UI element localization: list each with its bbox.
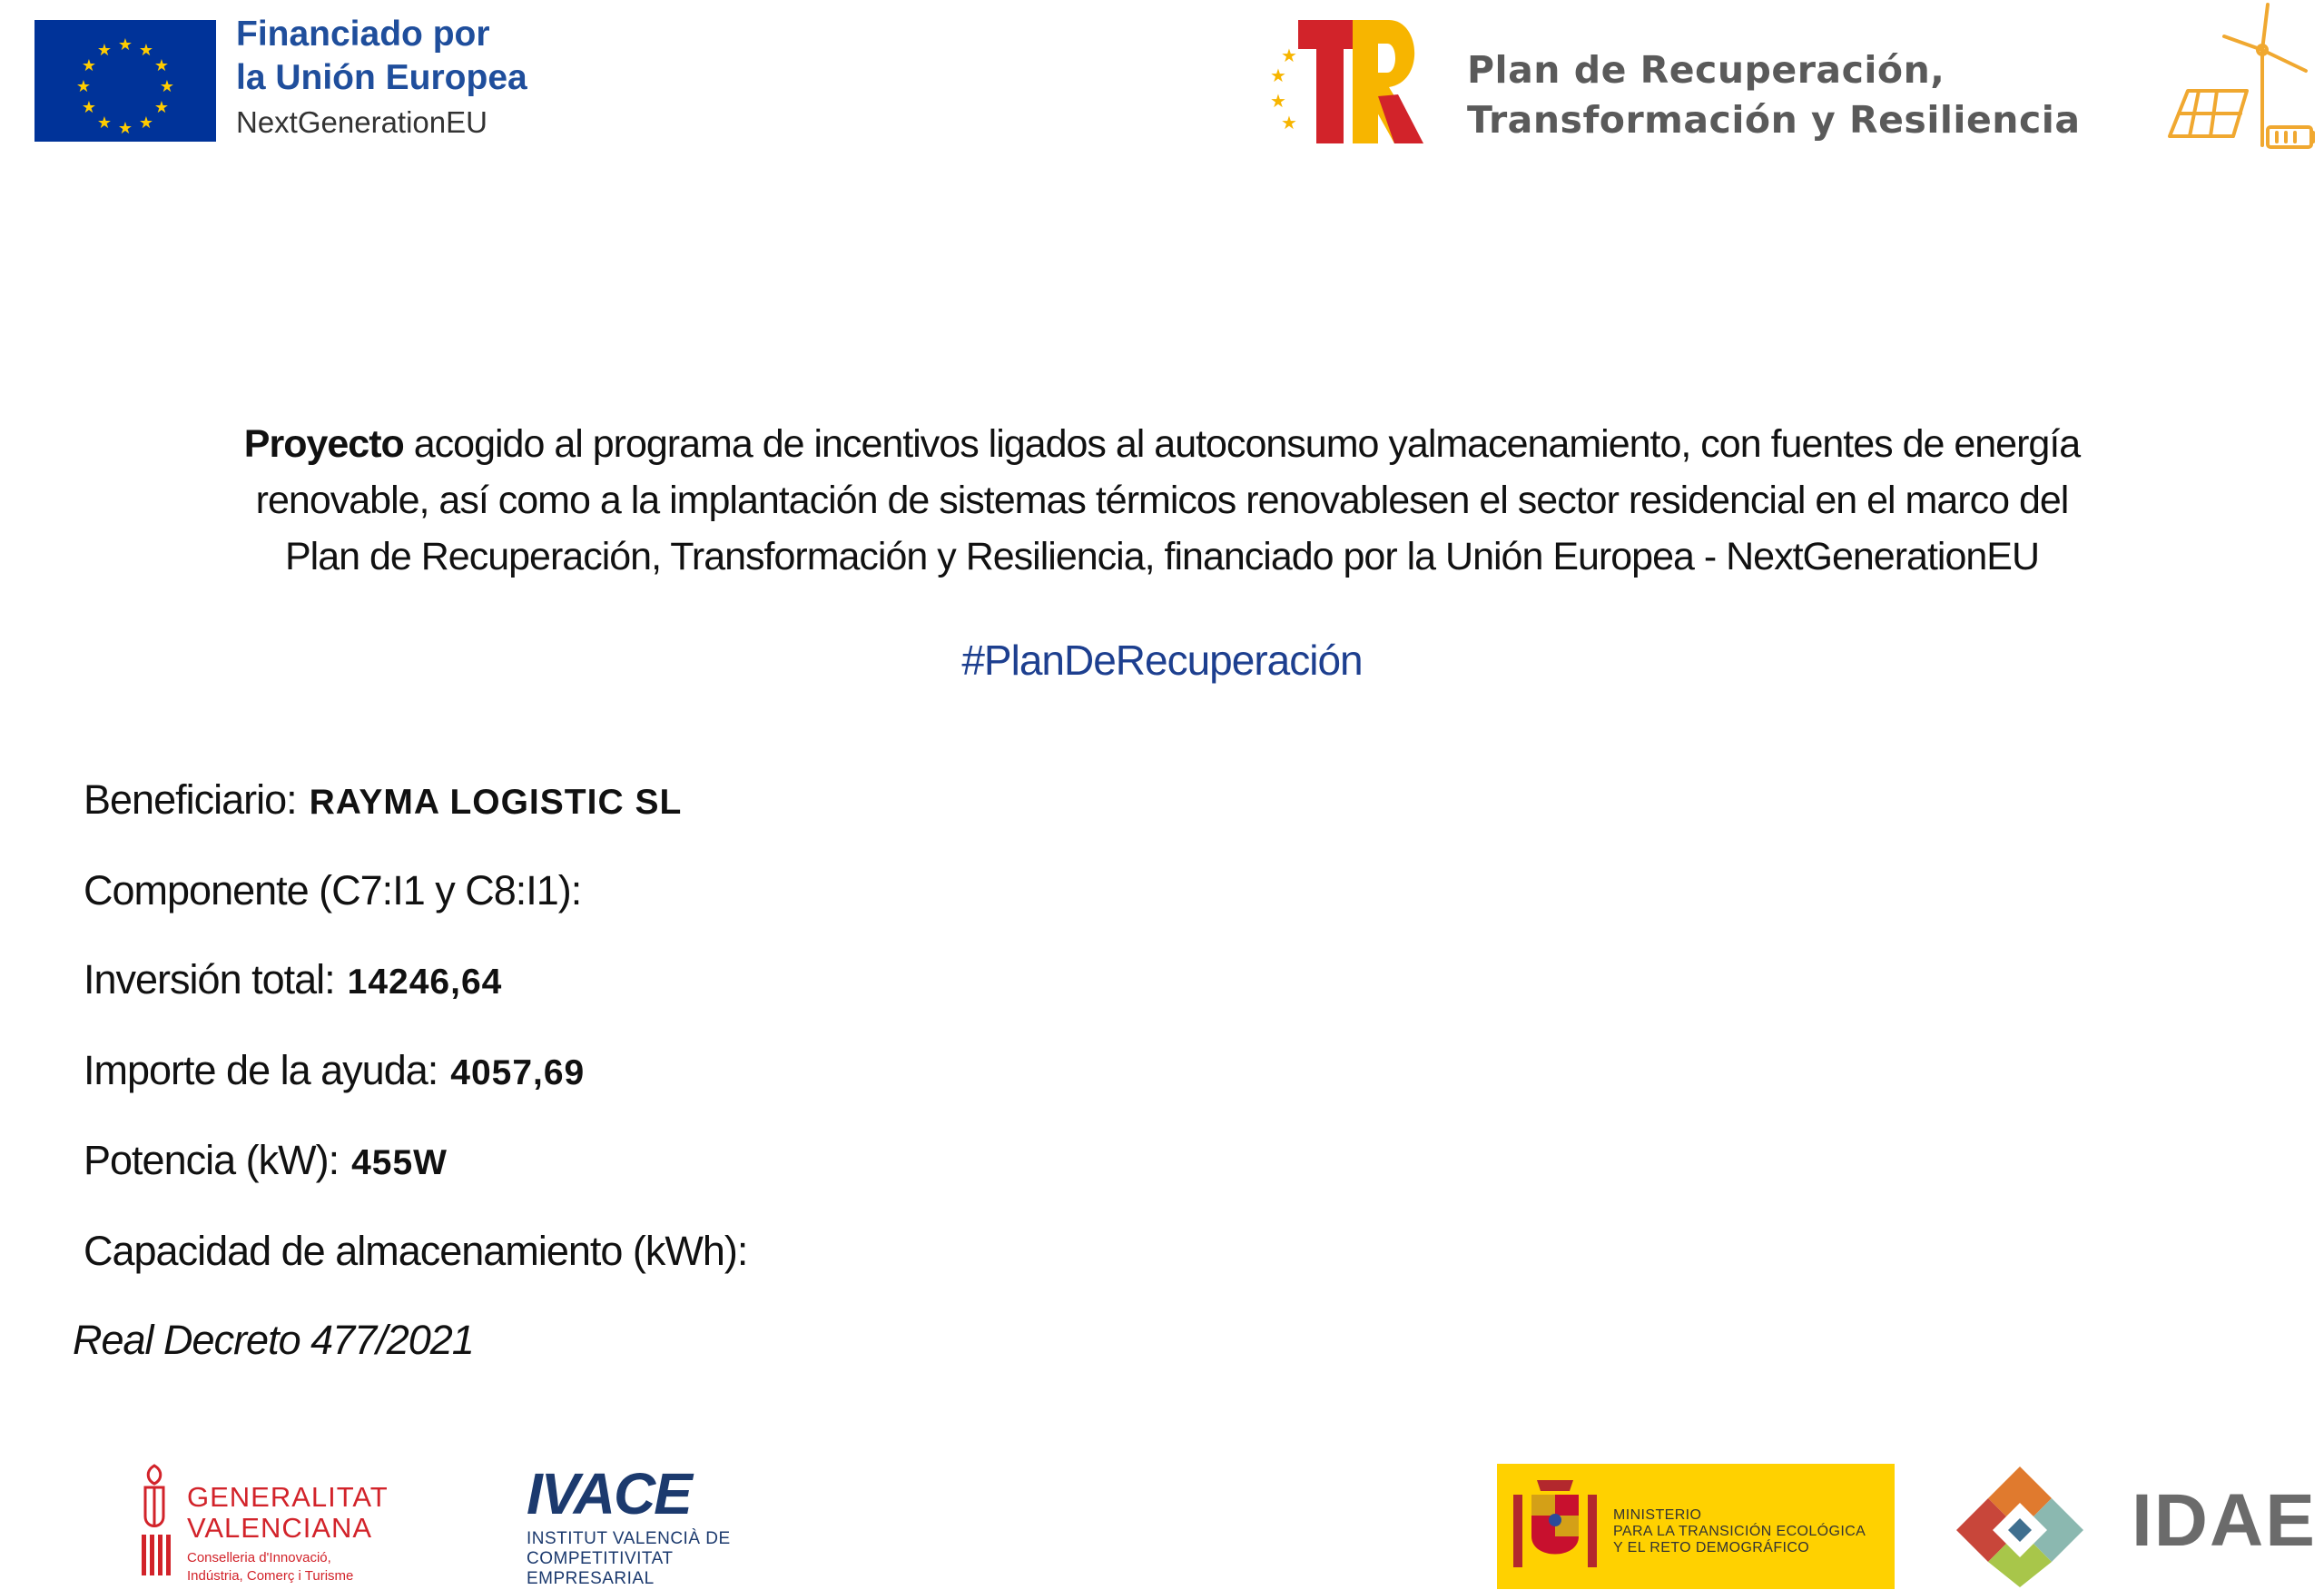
field-ayuda-label: Importe de la ayuda: [84, 1047, 438, 1093]
gva-sub1: Conselleria d'Innovació, [187, 1550, 331, 1565]
svg-text:★: ★ [1281, 44, 1297, 66]
svg-text:★: ★ [153, 56, 170, 75]
ivace-sub1: INSTITUT VALENCIÀ DE [527, 1529, 731, 1548]
eu-logo-line3: NextGenerationEU [236, 105, 487, 139]
project-bold-label: Proyecto [243, 422, 404, 466]
generalitat-valenciana-logo [134, 1462, 389, 1589]
gva-emblem-icon [134, 1462, 174, 1580]
ministerio-line3: Y EL RETO DEMOGRÁFICO [1613, 1540, 1810, 1555]
svg-text:★: ★ [81, 98, 97, 117]
field-inversion [84, 956, 502, 1003]
eu-logo-text [236, 13, 527, 145]
svg-text:★: ★ [138, 114, 154, 133]
prtr-logo-mark [1262, 18, 1434, 145]
svg-text:★: ★ [138, 41, 154, 60]
prtr-logo-text [1467, 45, 2081, 145]
svg-text:★: ★ [81, 56, 97, 75]
project-line3: Plan de Recuperación, Transformación y Resiliencia, financiado por la Unión Europea - NextGenerationEU [284, 535, 2040, 578]
field-capacidad-label: Capacidad de almacenamiento (kWh): [84, 1228, 748, 1274]
field-inversion-label: Inversión total: [84, 956, 335, 1002]
field-potencia [84, 1137, 448, 1184]
ministerio-logo [1497, 1464, 1895, 1589]
svg-text:★: ★ [96, 41, 113, 60]
svg-text:★: ★ [1270, 64, 1286, 86]
spain-coat-of-arms-icon [1510, 1476, 1600, 1576]
project-line1 [82, 416, 2242, 472]
eu-logo-line1: Financiado por [236, 15, 490, 54]
project-description [82, 416, 2242, 585]
idae-logo [1925, 1462, 2324, 1590]
svg-text:★: ★ [159, 77, 175, 96]
field-beneficiario [84, 776, 682, 824]
idae-word: IDAE [2132, 1479, 2317, 1562]
field-potencia-label: Potencia (kW): [84, 1137, 340, 1183]
field-componente-label: Componente (C7:I1 y C8:I1): [84, 867, 582, 914]
gva-sub2: Indústria, Comerç i Turisme [187, 1568, 354, 1584]
ministerio-line1: MINISTERIO [1613, 1507, 1702, 1523]
wind-turbine-solar-battery-icon [2161, 0, 2319, 159]
field-beneficiario-value: RAYMA LOGISTIC SL [309, 783, 683, 822]
ivace-logo [527, 1461, 763, 1588]
field-ayuda [84, 1047, 585, 1094]
project-line2: renovable, así como a la implantación de sistemas térmicos renovablesen el sector residencial en el marco del [255, 479, 2069, 522]
svg-text:★: ★ [117, 119, 133, 138]
field-componente [84, 867, 594, 914]
svg-text:★: ★ [75, 77, 92, 96]
field-potencia-value: 455W [351, 1143, 448, 1182]
svg-text:★: ★ [96, 114, 113, 133]
svg-text:★: ★ [153, 98, 170, 117]
svg-text:★: ★ [1270, 90, 1286, 112]
decree-reference: Real Decreto 477/2021 [73, 1317, 474, 1363]
field-ayuda-value: 4057,69 [450, 1053, 586, 1092]
field-inversion-value: 14246,64 [347, 963, 503, 1002]
idae-diamond-icon [1925, 1462, 2115, 1590]
field-capacidad [84, 1228, 760, 1275]
ministerio-line2: PARA LA TRANSICIÓN ECOLÓGICA [1613, 1524, 1866, 1539]
prtr-logo-line2: Transformación y Resiliencia [1467, 98, 2081, 142]
eu-logo-line2: la Unión Europea [236, 58, 527, 97]
field-beneficiario-label: Beneficiario: [84, 776, 297, 823]
gva-line2: VALENCIANA [187, 1512, 373, 1544]
eu-flag-icon [34, 20, 216, 142]
hashtag: #PlanDeRecuperación [961, 637, 1363, 684]
prtr-logo-line1: Plan de Recuperación, [1467, 48, 1945, 92]
svg-text:★: ★ [1281, 112, 1297, 133]
gva-line1: GENERALITAT [187, 1481, 389, 1513]
ivace-sub2: COMPETITIVITAT EMPRESARIAL [527, 1549, 674, 1588]
project-line1-text: acogido al programa de incentivos ligados al autoconsumo yalmacenamiento, con fuentes de energía [403, 422, 2081, 466]
svg-text:★: ★ [117, 35, 133, 54]
ivace-word: IVACE [527, 1461, 691, 1526]
